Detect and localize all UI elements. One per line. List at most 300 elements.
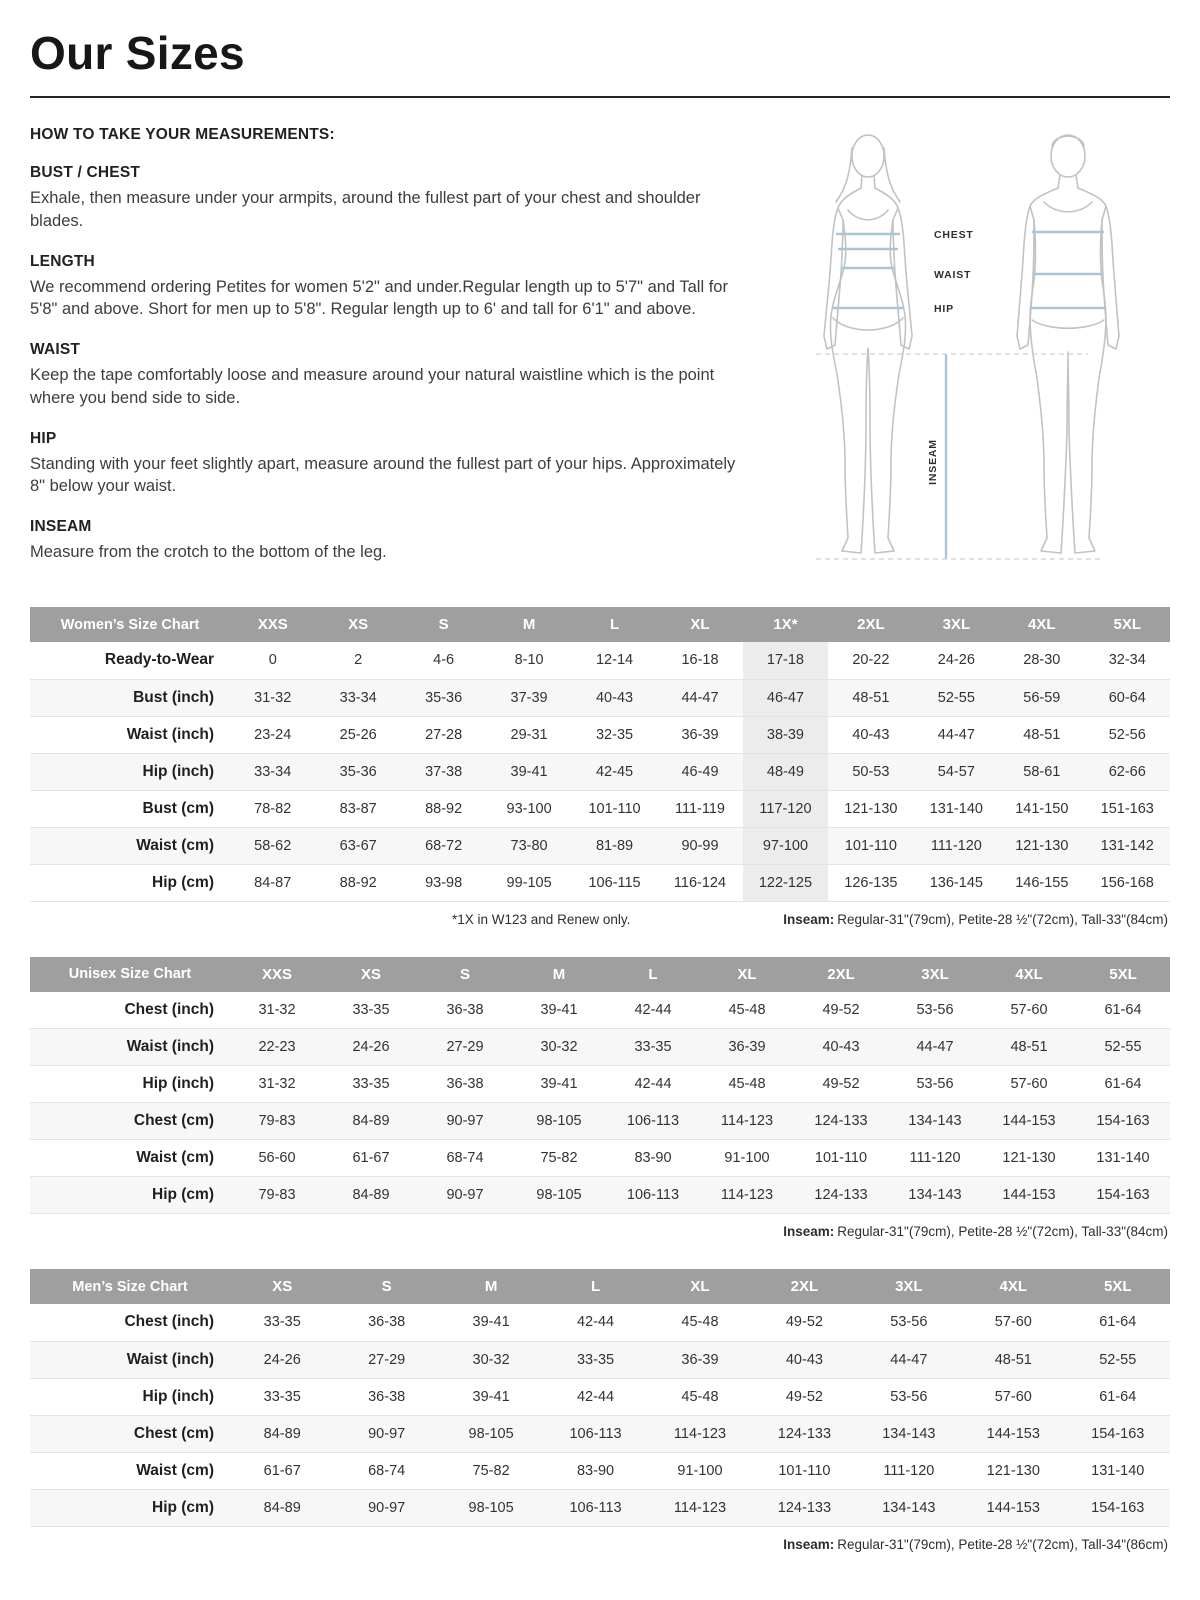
size-value-cell: 49-52 [822, 1001, 860, 1018]
size-header-row [30, 1269, 1170, 1304]
size-column-header: XXS [230, 607, 315, 642]
size-value-cell: 90-97 [368, 1499, 406, 1516]
size-value-cell: 124-133 [777, 1499, 832, 1516]
size-value-cell: 144-153 [986, 1499, 1040, 1516]
female-brief-line [833, 318, 903, 330]
female-neckline [848, 210, 888, 220]
size-column-header: 2XL [828, 607, 913, 642]
size-column-header: 3XL [914, 607, 999, 642]
size-value-cell: 57-60 [994, 1388, 1032, 1405]
unisex-size-chart-section [30, 957, 1170, 1240]
size-value-cell: 58-62 [254, 837, 292, 854]
row-label: Waist (cm) [136, 836, 214, 854]
body-measurement-figure-svg [786, 122, 1164, 577]
size-column-header: M [439, 1269, 543, 1304]
size-value-cell: 84-87 [254, 874, 292, 891]
female-head [852, 135, 884, 177]
size-value-cell: 48-51 [994, 1351, 1032, 1368]
size-value-cell: 42-45 [595, 763, 634, 780]
size-column-header: XS [230, 1269, 334, 1304]
size-row [30, 716, 1170, 753]
row-label: Hip (cm) [152, 1186, 214, 1203]
size-row [30, 1029, 1170, 1066]
size-column-header: 5XL [1066, 1269, 1171, 1304]
size-value-cell: 101-110 [844, 837, 897, 854]
instruction-title: INSEAM [30, 518, 92, 536]
size-value-cell: 84-89 [352, 1113, 390, 1129]
size-value-cell: 91-100 [724, 1150, 770, 1166]
inseam-label: INSEAM [927, 439, 939, 485]
size-value-cell: 42-44 [634, 1076, 672, 1092]
size-value-cell: 114-123 [673, 1425, 727, 1442]
size-value-cell: 48-51 [1023, 726, 1061, 743]
size-value-cell: 35-36 [339, 763, 377, 780]
inseam-footnote-label: Inseam: [783, 1224, 835, 1239]
size-column-header: 2XL [752, 1269, 856, 1304]
size-column-header: XS [324, 957, 418, 992]
size-value-cell: 93-100 [506, 800, 552, 817]
size-value-cell: 121-130 [1002, 1150, 1056, 1166]
size-value-cell: 90-97 [446, 1187, 484, 1203]
size-value-cell: 39-41 [472, 1314, 510, 1331]
size-value-cell: 144-153 [1002, 1113, 1056, 1129]
size-value-cell: 117-120 [743, 790, 828, 827]
size-value-cell: 36-39 [681, 726, 719, 743]
size-value-cell: 154-163 [1096, 1113, 1150, 1129]
size-column-header: 2XL [794, 957, 888, 992]
size-value-cell: 56-60 [258, 1150, 296, 1166]
instructions-heading: HOW TO TAKE YOUR MEASUREMENTS: [30, 126, 335, 143]
mens-size-chart-section [30, 1269, 1170, 1552]
chest-label: CHEST [934, 229, 974, 241]
size-column-header: S [401, 607, 486, 642]
size-value-cell: 45-48 [728, 1001, 766, 1018]
inseam-footnote-label: Inseam: [783, 1536, 835, 1552]
size-row [30, 753, 1170, 790]
size-value-cell: 98-105 [468, 1499, 514, 1516]
size-value-cell: 68-72 [425, 837, 463, 854]
size-value-cell: 44-47 [916, 1039, 954, 1055]
instruction-section-waist [30, 341, 754, 410]
size-value-cell: 99-105 [506, 874, 552, 891]
size-column-header: 5XL [1076, 957, 1170, 992]
size-value-cell: 61-64 [1099, 1314, 1137, 1331]
row-label: Waist (inch) [126, 1350, 214, 1368]
instruction-body: Measure from the crotch to the bottom of the leg. [30, 543, 387, 562]
size-value-cell: 44-47 [890, 1351, 928, 1368]
inseam-footnote-text: Regular-31"(79cm), Petite-28 ½"(72cm), Tall-33"(84cm) [837, 1224, 1168, 1239]
inseam-guides [816, 354, 1102, 559]
male-arm-right [1102, 206, 1119, 349]
mens-footnotes [32, 1537, 1168, 1552]
size-value-cell: 2 [354, 652, 363, 669]
size-value-cell: 42-44 [576, 1314, 615, 1331]
size-value-cell: 0 [268, 652, 277, 669]
womens-footnotes [32, 912, 1168, 927]
size-value-cell: 27-29 [446, 1039, 484, 1055]
size-column-header: 3XL [857, 1269, 961, 1304]
instruction-title: WAIST [30, 341, 81, 359]
size-value-cell: 73-80 [510, 837, 548, 854]
womens-size-table [30, 607, 1170, 902]
size-value-cell: 61-64 [1104, 1076, 1142, 1092]
size-value-cell: 45-48 [681, 1314, 719, 1331]
size-value-cell: 42-44 [634, 1001, 672, 1018]
size-column-header: XL [700, 957, 794, 992]
size-value-cell: 141-150 [1015, 800, 1069, 817]
size-column-header: 3XL [888, 957, 982, 992]
size-value-cell: 27-29 [368, 1351, 406, 1368]
size-value-cell: 93-98 [425, 874, 463, 891]
size-value-cell: 75-82 [540, 1150, 578, 1166]
size-value-cell: 33-35 [576, 1351, 615, 1368]
size-value-cell: 97-100 [743, 827, 828, 864]
size-value-cell: 111-119 [674, 800, 725, 817]
size-value-cell: 101-110 [814, 1150, 868, 1166]
size-row [30, 1452, 1170, 1489]
size-value-cell: 62-66 [1108, 763, 1146, 780]
size-value-cell: 84-89 [263, 1425, 301, 1442]
size-value-cell: 30-32 [540, 1039, 578, 1055]
size-value-cell: 39-41 [540, 1076, 578, 1092]
size-value-cell: 126-135 [844, 874, 898, 891]
womens-inseam-footnote [783, 912, 1168, 927]
size-value-cell: 101-110 [588, 800, 641, 817]
row-label: Hip (inch) [142, 1075, 214, 1092]
size-value-cell: 75-82 [472, 1462, 510, 1479]
size-value-cell: 88-92 [425, 800, 463, 817]
size-value-cell: 144-153 [1002, 1187, 1056, 1203]
size-column-header: L [543, 1269, 647, 1304]
size-column-header: 5XL [1085, 607, 1170, 642]
size-value-cell: 57-60 [1010, 1076, 1048, 1092]
table-title: Men’s Size Chart [30, 1269, 230, 1304]
male-arm-left [1017, 206, 1034, 349]
size-value-cell: 124-133 [777, 1425, 832, 1442]
size-value-cell: 50-53 [852, 763, 890, 780]
size-value-cell: 57-60 [994, 1314, 1032, 1331]
size-value-cell: 33-34 [254, 763, 292, 780]
instruction-section-hip [30, 430, 754, 499]
size-value-cell: 134-143 [908, 1187, 962, 1203]
male-head [1051, 135, 1085, 177]
size-value-cell: 52-56 [1108, 726, 1146, 743]
row-label: Hip (cm) [152, 873, 214, 891]
size-value-cell: 78-82 [254, 800, 292, 817]
womens-size-chart-section [30, 607, 1170, 927]
row-label: Chest (inch) [124, 1313, 214, 1331]
size-value-cell: 33-35 [352, 1076, 390, 1092]
size-value-cell: 36-38 [368, 1314, 406, 1331]
size-value-cell: 49-52 [785, 1388, 823, 1405]
size-value-cell: 90-97 [446, 1113, 484, 1129]
size-value-cell: 4-6 [433, 652, 455, 669]
size-value-cell: 46-49 [681, 763, 719, 780]
size-value-cell: 39-41 [472, 1388, 510, 1405]
size-value-cell: 122-125 [743, 864, 828, 901]
size-value-cell: 37-39 [510, 689, 548, 706]
size-value-cell: 24-26 [263, 1351, 301, 1368]
size-value-cell: 40-43 [822, 1039, 860, 1055]
row-label: Hip (inch) [142, 1387, 214, 1405]
size-row [30, 679, 1170, 716]
unisex-size-table [30, 957, 1170, 1215]
size-row [30, 790, 1170, 827]
row-label: Waist (cm) [136, 1461, 214, 1479]
size-value-cell: 154-163 [1091, 1425, 1145, 1442]
size-value-cell: 68-74 [368, 1462, 406, 1479]
male-body [1030, 188, 1106, 553]
measurements-section [30, 122, 1170, 577]
size-value-cell: 53-56 [890, 1314, 928, 1331]
size-value-cell: 32-34 [1108, 652, 1146, 669]
size-value-cell: 131-140 [1096, 1150, 1150, 1166]
size-value-cell: 121-130 [1015, 837, 1069, 854]
size-value-cell: 68-74 [446, 1150, 484, 1166]
size-value-cell: 36-38 [446, 1001, 484, 1018]
size-row [30, 1140, 1170, 1177]
size-value-cell: 124-133 [814, 1113, 868, 1129]
size-value-cell: 131-140 [1091, 1462, 1145, 1479]
size-value-cell: 39-41 [540, 1001, 578, 1018]
size-value-cell: 61-67 [263, 1462, 301, 1479]
size-value-cell: 98-105 [536, 1113, 582, 1129]
size-value-cell: 48-51 [1010, 1039, 1048, 1055]
size-value-cell: 98-105 [536, 1187, 582, 1203]
size-value-cell: 56-59 [1023, 689, 1061, 706]
size-value-cell: 53-56 [916, 1001, 954, 1018]
size-column-header: XL [657, 607, 742, 642]
waist-label: WAIST [934, 269, 972, 281]
size-value-cell: 48-49 [743, 753, 828, 790]
size-value-cell: 31-32 [254, 689, 292, 706]
size-value-cell: 49-52 [822, 1076, 860, 1092]
row-label: Bust (cm) [142, 799, 214, 817]
size-value-cell: 136-145 [929, 874, 983, 891]
size-column-header: XS [315, 607, 400, 642]
size-value-cell: 61-67 [352, 1150, 390, 1166]
size-row [30, 642, 1170, 679]
size-value-cell: 98-105 [468, 1425, 514, 1442]
size-value-cell: 54-57 [937, 763, 975, 780]
size-value-cell: 151-163 [1100, 800, 1154, 817]
size-value-cell: 91-100 [677, 1462, 723, 1479]
female-arm-right [893, 208, 912, 349]
mens-size-table [30, 1269, 1170, 1527]
instruction-title: HIP [30, 429, 57, 447]
instruction-section-length [30, 253, 754, 322]
size-column-header: S [418, 957, 512, 992]
size-value-cell: 27-28 [425, 726, 463, 743]
size-value-cell: 84-89 [263, 1499, 301, 1516]
size-value-cell: 33-35 [634, 1039, 672, 1055]
one-x-footnote: *1X in W123 and Renew only. [452, 911, 631, 927]
size-value-cell: 79-83 [258, 1113, 296, 1129]
instruction-body: Standing with your feet slightly apart, measure around the fullest part of your hips. Approximately 8" below your waist. [30, 454, 736, 496]
size-value-cell: 52-55 [937, 689, 975, 706]
size-value-cell: 53-56 [890, 1388, 928, 1405]
inseam-footnote-label: Inseam: [783, 911, 835, 927]
female-arm-left [824, 208, 843, 349]
size-value-cell: 44-47 [937, 726, 975, 743]
size-value-cell: 111-120 [930, 837, 982, 854]
row-label: Waist (cm) [136, 1149, 214, 1166]
size-value-cell: 90-99 [681, 837, 719, 854]
size-row [30, 1489, 1170, 1526]
size-value-cell: 134-143 [882, 1425, 936, 1442]
table-title: Unisex Size Chart [30, 957, 230, 992]
size-value-cell: 31-32 [258, 1001, 296, 1018]
size-column-header: L [572, 607, 657, 642]
row-label: Ready-to-Wear [104, 651, 214, 669]
row-label: Hip (inch) [142, 762, 214, 780]
size-value-cell: 40-43 [785, 1351, 823, 1368]
size-value-cell: 8-10 [514, 652, 544, 669]
instruction-body: Exhale, then measure under your armpits, around the fullest part of your chest and shoulder blades. [30, 189, 701, 230]
size-value-cell: 134-143 [908, 1113, 962, 1129]
size-row [30, 1177, 1170, 1214]
inseam-footnote-text: Regular-31"(79cm), Petite-28 ½"(72cm), Tall-33"(84cm) [837, 911, 1168, 927]
size-value-cell: 60-64 [1108, 689, 1146, 706]
size-row [30, 864, 1170, 901]
size-value-cell: 58-61 [1023, 763, 1061, 780]
instruction-section-inseam [30, 518, 754, 564]
size-column-header: 4XL [961, 1269, 1065, 1304]
size-value-cell: 37-38 [425, 763, 463, 780]
size-value-cell: 52-55 [1104, 1039, 1142, 1055]
size-row [30, 992, 1170, 1029]
size-value-cell: 12-14 [595, 652, 634, 669]
size-value-cell: 17-18 [743, 642, 828, 679]
table-title: Women’s Size Chart [30, 607, 230, 642]
size-value-cell: 83-87 [339, 800, 377, 817]
size-value-cell: 116-124 [673, 874, 727, 891]
size-value-cell: 22-23 [258, 1039, 296, 1055]
row-label: Hip (cm) [152, 1498, 214, 1516]
size-column-header: L [606, 957, 700, 992]
size-value-cell: 31-32 [258, 1076, 296, 1092]
male-tank-neckline [1044, 202, 1092, 212]
male-shorts-line [1032, 320, 1104, 328]
size-value-cell: 106-115 [588, 874, 641, 891]
size-value-cell: 23-24 [254, 726, 292, 743]
size-value-cell: 42-44 [576, 1388, 615, 1405]
size-column-header: S [334, 1269, 438, 1304]
size-value-cell: 111-120 [883, 1462, 935, 1479]
size-column-header: 1X* [743, 607, 828, 642]
instruction-title: BUST / CHEST [30, 164, 141, 181]
size-value-cell: 40-43 [852, 726, 890, 743]
size-value-cell: 106-113 [626, 1113, 680, 1129]
size-column-header: XL [648, 1269, 752, 1304]
size-value-cell: 61-64 [1099, 1388, 1137, 1405]
figure-outlines [824, 135, 1119, 553]
instruction-body: We recommend ordering Petites for women 5'2" and under.Regular length up to 5'7" and Tall for 5'8" and above. Short for men up to 5'8". Regular length up to 6' and tall for 6'1" and above. [30, 277, 728, 319]
instruction-title: LENGTH [30, 252, 95, 270]
size-value-cell: 36-39 [681, 1351, 719, 1368]
size-value-cell: 114-123 [673, 1499, 727, 1516]
measurement-labels [927, 229, 974, 485]
size-row [30, 1378, 1170, 1415]
size-value-cell: 121-130 [986, 1462, 1040, 1479]
size-value-cell: 156-168 [1100, 874, 1154, 891]
size-value-cell: 83-90 [634, 1150, 672, 1166]
size-value-cell: 83-90 [576, 1462, 615, 1479]
size-header-row [30, 607, 1170, 642]
size-value-cell: 131-140 [929, 800, 983, 817]
hip-label: HIP [934, 303, 954, 315]
size-value-cell: 124-133 [814, 1187, 868, 1203]
size-value-cell: 134-143 [882, 1499, 936, 1516]
size-value-cell: 114-123 [720, 1187, 774, 1203]
unisex-inseam-footnote [783, 1224, 1168, 1239]
size-value-cell: 36-38 [368, 1388, 406, 1405]
size-value-cell: 28-30 [1023, 652, 1061, 669]
size-value-cell: 24-26 [352, 1039, 390, 1055]
mens-inseam-footnote [783, 1537, 1168, 1552]
size-value-cell: 146-155 [1015, 874, 1069, 891]
female-neck [861, 176, 875, 188]
size-value-cell: 61-64 [1104, 1001, 1142, 1018]
size-row [30, 1415, 1170, 1452]
size-value-cell: 39-41 [510, 763, 548, 780]
size-value-cell: 121-130 [844, 800, 898, 817]
size-value-cell: 46-47 [743, 679, 828, 716]
size-value-cell: 88-92 [339, 874, 377, 891]
size-value-cell: 25-26 [339, 726, 377, 743]
size-value-cell: 20-22 [852, 652, 890, 669]
size-value-cell: 106-113 [569, 1425, 622, 1442]
size-column-header: M [486, 607, 571, 642]
size-row [30, 1341, 1170, 1378]
size-value-cell: 154-163 [1096, 1187, 1150, 1203]
size-value-cell: 45-48 [728, 1076, 766, 1092]
size-value-cell: 52-55 [1099, 1351, 1137, 1368]
page-title: Our Sizes [30, 27, 245, 79]
row-label: Bust (inch) [133, 688, 214, 706]
size-value-cell: 111-120 [909, 1150, 961, 1166]
size-row [30, 1066, 1170, 1103]
size-value-cell: 154-163 [1091, 1499, 1145, 1516]
size-value-cell: 33-34 [339, 689, 377, 706]
size-value-cell: 49-52 [785, 1314, 823, 1331]
title-divider [30, 96, 1170, 98]
measurement-illustration [778, 122, 1170, 577]
row-label: Waist (inch) [126, 1038, 214, 1055]
size-column-header: 4XL [999, 607, 1084, 642]
size-column-header: XXS [230, 957, 324, 992]
size-value-cell: 48-51 [852, 689, 890, 706]
size-column-header: M [512, 957, 606, 992]
size-value-cell: 44-47 [681, 689, 719, 706]
unisex-footnotes [32, 1224, 1168, 1239]
size-header-row [30, 957, 1170, 992]
size-value-cell: 45-48 [681, 1388, 719, 1405]
size-value-cell: 57-60 [1010, 1001, 1048, 1018]
size-value-cell: 144-153 [986, 1425, 1040, 1442]
size-value-cell: 53-56 [916, 1076, 954, 1092]
size-value-cell: 36-39 [728, 1039, 766, 1055]
size-value-cell: 63-67 [339, 837, 377, 854]
row-label: Chest (cm) [133, 1424, 214, 1442]
size-value-cell: 30-32 [472, 1351, 510, 1368]
row-label: Waist (inch) [126, 725, 214, 743]
size-value-cell: 106-113 [626, 1187, 680, 1203]
measurement-instructions [30, 122, 754, 564]
size-value-cell: 79-83 [258, 1187, 296, 1203]
size-value-cell: 32-35 [595, 726, 634, 743]
size-value-cell: 36-38 [446, 1076, 484, 1092]
